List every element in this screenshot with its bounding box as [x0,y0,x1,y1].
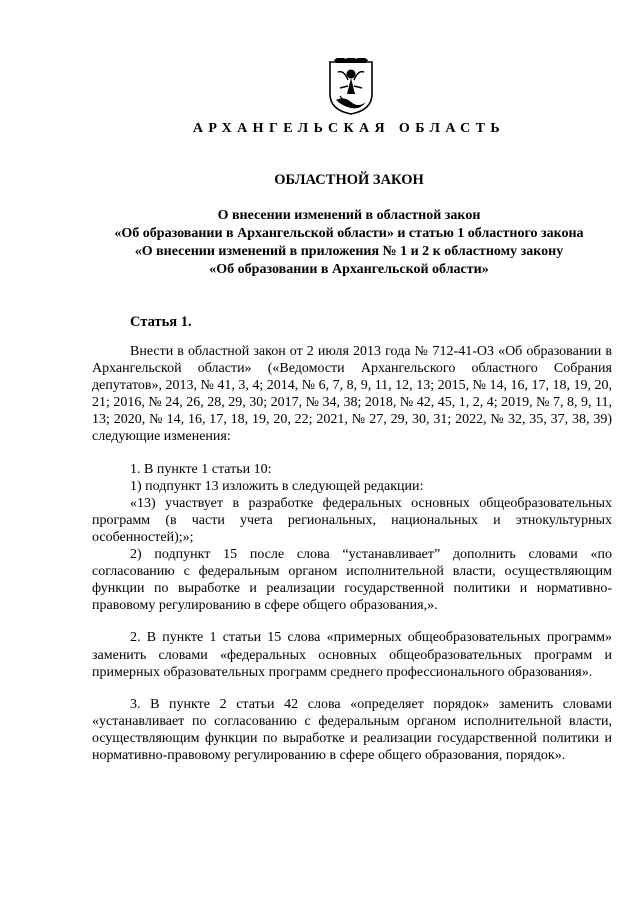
article-heading: Статья 1. [130,314,192,330]
law-title-line: О внесении изменений в областной закон [217,208,481,223]
law-title [0,207,640,279]
paragraph: 2. В пункте 1 статьи 15 слова «примерных общеобразовательных программ» заменить словами «федеральных основных общеобразовательных программ и примерных образовательных программ среднего профессионального образования». [92,630,612,680]
paragraph: 2) подпункт 15 после слова “устанавливает” дополнить словами «по согласованию с федеральным органом исполнительной власти, осуществляющим функции по выработке и реализации государственной политики и нормативно-правовому регулированию в сфере общего образования,». [92,547,612,614]
law-type: ОБЛАСТНОЙ ЗАКОН [274,172,424,188]
paragraph: Внести в областной закон от 2 июля 2013 года № 712-41-ОЗ «Об образовании в Архангельской области» («Ведомости Архангельского областного Собрания депутатов», 2013, № 41, 3, 4; 2014, № 6, 7, 8, 9, 11, 12, 13; 2015, № 14, 16, 17, 18, 19, 20, 21; 2016, № 24, 26, 28, 29, 30; 2017, № 34, 38; 2018, № 42, 45, 1, 2, 4; 2019, № 7, 8, 9, 11, 13; 2020, № 14, 16, 17, 18, 19, 20, 22; 2021, № 27, 29, 30, 31; 2022, № 32, 35, 37, 38, 39) следующие изменения: [92,344,612,445]
paragraph: 3. В пункте 2 статьи 42 слова «определяет порядок» заменить словами «устанавливает по согласованию с федеральным органом исполнительной власти, осуществляющим функции по выработке и реализации государственной политики и нормативно-правовому регулированию в сфере общего образования, порядок». [92,696,612,763]
paragraph: «13) участвует в разработке федеральных основных общеобразовательных программ (в части учета региональных, национальных и этнокультурных особенностей);»; [92,495,612,545]
law-title-line: «Об образовании в Архангельской области» [209,262,489,277]
paragraph: 1) подпункт 13 изложить в следующей редакции: [130,478,424,494]
coat-of-arms-icon [326,58,376,116]
law-title-line: «Об образовании в Архангельской области» и статью 1 областного закона [114,226,584,241]
article-body [92,343,612,764]
law-title-line: «О внесении изменений в приложения № 1 и 2 к областному закону [134,244,564,259]
paragraph: 1. В пункте 1 статьи 10: [130,461,272,477]
region-name: АРХАНГЕЛЬСКАЯ ОБЛАСТЬ [192,121,506,136]
